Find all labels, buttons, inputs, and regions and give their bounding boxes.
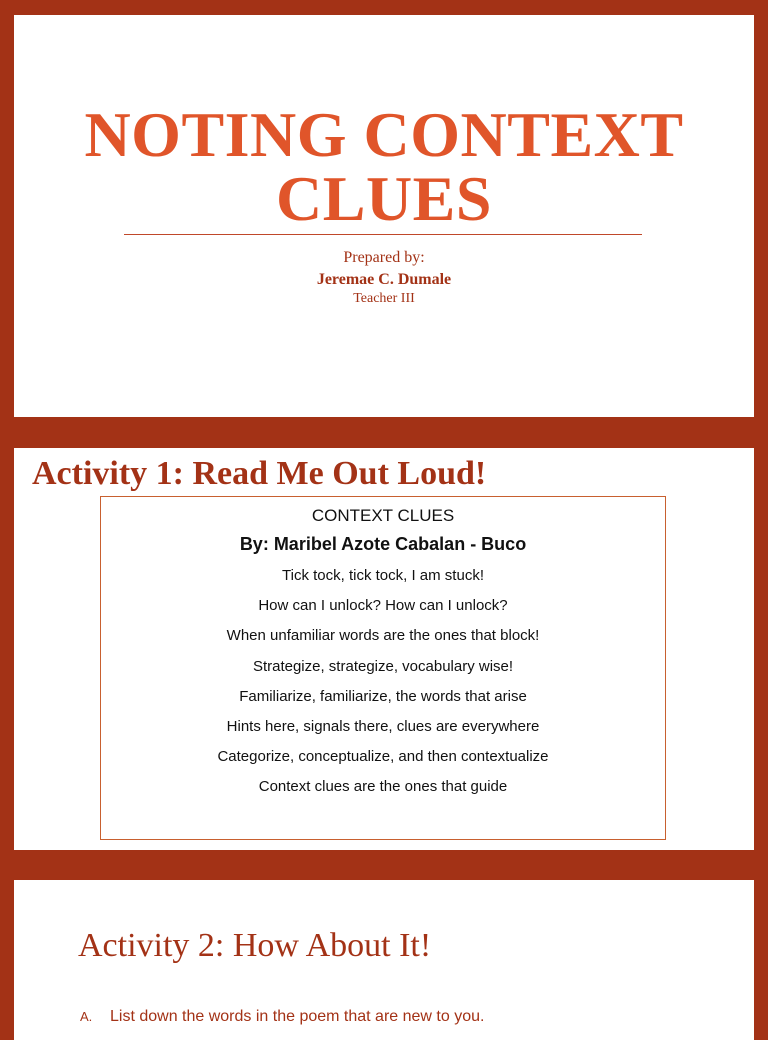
poem-line: Strategize, strategize, vocabulary wise! xyxy=(252,657,514,675)
poem-box xyxy=(100,496,666,840)
author-role: Teacher III xyxy=(353,291,415,306)
poem-line: Tick tock, tick tock, I am stuck! xyxy=(282,567,484,584)
poem-line: When unfamiliar words are the ones that block! xyxy=(226,627,540,645)
activity-1-heading: Activity 1: Read Me Out Loud! xyxy=(32,455,487,492)
prepared-by-label: Prepared by: xyxy=(343,249,425,266)
list-item-text: List down the words in the poem that are new to you. xyxy=(110,1008,485,1025)
activity-1-slide xyxy=(14,448,754,850)
slide-title xyxy=(14,99,754,234)
title-slide xyxy=(14,15,754,417)
title-divider xyxy=(124,234,642,235)
poem-author: By: Maribel Azote Cabalan - Buco xyxy=(239,534,527,554)
title-line-1: NOTING CONTEXT xyxy=(84,99,684,170)
poem-line: How can I unlock? How can I unlock? xyxy=(258,597,508,615)
activity-2-heading: Activity 2: How About It! xyxy=(78,927,432,964)
author-name: Jeremae C. Dumale xyxy=(316,271,452,288)
activity-2-slide xyxy=(14,880,754,1040)
poem-lines xyxy=(101,561,665,803)
list-marker: A. xyxy=(80,1009,93,1024)
poem-title: CONTEXT CLUES xyxy=(311,506,455,525)
poem-line: Categorize, conceptualize, and then contextualize xyxy=(217,748,549,766)
poem-line: Familiarize, familiarize, the words that arise xyxy=(239,687,527,705)
title-line-2: CLUES xyxy=(276,163,492,234)
poem-line: Context clues are the ones that guide xyxy=(258,778,508,796)
poem-line: Hints here, signals there, clues are everywhere xyxy=(226,718,540,736)
list-item xyxy=(80,1008,484,1026)
